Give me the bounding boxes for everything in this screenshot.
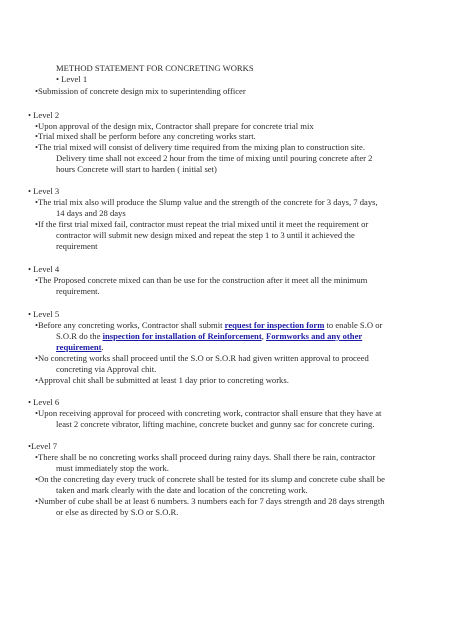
level-1-heading [56, 74, 87, 85]
bullet: • [35, 353, 39, 363]
bullet: • [35, 375, 39, 385]
level-5-item-1-cont-2 [56, 342, 104, 353]
level-7-item-2-cont: taken and mark clearly with the date and location of the concreting work. [56, 485, 308, 495]
level-4-item-1 [35, 275, 367, 286]
bullet: • [35, 474, 39, 484]
level-6-item-1 [35, 408, 381, 419]
bullet: • [28, 441, 32, 451]
level-2-heading [28, 110, 59, 121]
level-5-item-3-text: Approval chit shall be submitted at least 1 day prior to concreting works. [38, 375, 289, 385]
level-2-item-3 [35, 142, 365, 153]
bullet: • [35, 275, 39, 285]
level-5-item-1-cont-1 [56, 331, 362, 342]
bullet: • [35, 496, 39, 506]
level-3-label: Level 3 [33, 186, 60, 196]
bullet: • [35, 121, 39, 131]
level-4-item-1-text: The Proposed concrete mixed can than be use for the construction after it meet all the minimum [38, 275, 368, 285]
level-5-item-1-text-d: , [261, 331, 266, 341]
bullet: • [35, 452, 39, 462]
level-5-item-3 [35, 375, 289, 386]
level-5-item-1-text-c: S.O.R do the [56, 331, 103, 341]
level-1-label: Level 1 [61, 74, 88, 84]
level-3-heading [28, 186, 59, 197]
level-7-item-1-text: There shall be no concreting works shall proceed during rainy days. Shall there be rain, contractor [38, 452, 376, 462]
level-5-item-1-text-a: Before any concreting works, Contractor shall submit [38, 320, 225, 330]
level-3-item-2-text: If the first trial mixed fail, contractor must repeat the trial mixed until it meet the requirement or [38, 219, 369, 229]
requirement-link[interactable]: requirement [56, 342, 102, 352]
bullet: • [28, 264, 32, 274]
level-2-item-2 [35, 131, 256, 142]
level-7-item-3-cont: or else as directed by S.O or S.O.R. [56, 507, 179, 517]
level-2-label: Level 2 [33, 110, 60, 120]
level-7-item-1-cont: must immediately stop the work. [56, 463, 169, 473]
bullet: • [28, 186, 32, 196]
level-6-heading [28, 397, 59, 408]
formworks-link[interactable]: Formworks and any other [266, 331, 363, 341]
document-title: METHOD STATEMENT FOR CONCRETING WORKS [56, 63, 254, 73]
inspection-reinforcement-link[interactable]: inspection for installation of Reinforcement [102, 331, 262, 341]
level-7-heading [28, 441, 57, 452]
bullet: • [35, 408, 39, 418]
bullet: • [35, 320, 39, 330]
level-5-item-1-text-e: . [101, 342, 104, 352]
level-1-item-text: Submission of concrete design mix to superintending officer [38, 86, 246, 96]
level-6-item-1-cont: least 2 concrete vibrator, lifting machine, concrete bucket and gunny sac for concrete curing. [56, 419, 375, 429]
bullet: • [35, 86, 39, 96]
level-7-item-2-text: On the concreting day every truck of concrete shall be tested for its slump and concrete cube shall be [38, 474, 385, 484]
level-5-item-2-text: No concreting works shall proceed until the S.O or S.O.R had given written approval to proceed [38, 353, 369, 363]
bullet: • [28, 397, 32, 407]
level-4-heading [28, 264, 59, 275]
level-5-item-1-text-b: to enable S.O or [324, 320, 383, 330]
level-2-item-3-cont-2: hours Concrete will start to harden ( initial set) [56, 164, 217, 174]
level-5-item-2 [35, 353, 369, 364]
bullet: • [35, 142, 39, 152]
level-2-item-3-cont-1: Delivery time shall not exceed 2 hour from the time of mixing until pouring concrete after 2 [56, 153, 373, 163]
level-4-item-1-cont: requirement. [56, 286, 100, 296]
bullet: • [35, 197, 39, 207]
level-3-item-2-cont-2: requirement [56, 241, 98, 251]
level-7-item-2 [35, 474, 385, 485]
level-3-item-2-cont-1: contractor will submit new design mixed and repeat the step 1 to 3 until it achieved the [56, 230, 355, 240]
level-5-label: Level 5 [33, 309, 60, 319]
bullet: • [28, 309, 32, 319]
level-3-item-2 [35, 219, 368, 230]
level-5-heading [28, 309, 59, 320]
level-2-item-1-text: Upon approval of the design mix, Contractor shall prepare for concrete trial mix [38, 121, 314, 131]
level-3-item-1 [35, 197, 378, 208]
level-3-item-1-text: The trial mix also will produce the Slump value and the strength of the concrete for 3 days, 7 days, [38, 197, 378, 207]
level-5-item-2-cont: concreting via Approval chit. [56, 364, 157, 374]
level-7-item-3-text: Number of cube shall be at least 6 numbers. 3 numbers each for 7 days strength and 28 days strength [38, 496, 385, 506]
level-4-label: Level 4 [33, 264, 60, 274]
bullet: • [56, 74, 60, 84]
level-5-item-1 [35, 320, 382, 331]
level-2-item-2-text: Trial mixed shall be perform before any concreting works start. [38, 131, 256, 141]
level-3-item-1-cont: 14 days and 28 days [56, 208, 126, 218]
request-for-inspection-form-link[interactable]: request for inspection form [224, 320, 325, 330]
level-7-item-1 [35, 452, 375, 463]
bullet: • [28, 110, 32, 120]
level-7-label: Level 7 [31, 441, 58, 451]
level-7-item-3 [35, 496, 385, 507]
level-1-item [35, 86, 246, 97]
level-6-item-1-text: Upon receiving approval for proceed with concreting work, contractor shall ensure that they have at [38, 408, 382, 418]
bullet: • [35, 131, 39, 141]
bullet: • [35, 219, 39, 229]
level-6-label: Level 6 [33, 397, 60, 407]
level-2-item-3-text: The trial mixed will consist of delivery time required from the mixing plan to construction site. [38, 142, 365, 152]
